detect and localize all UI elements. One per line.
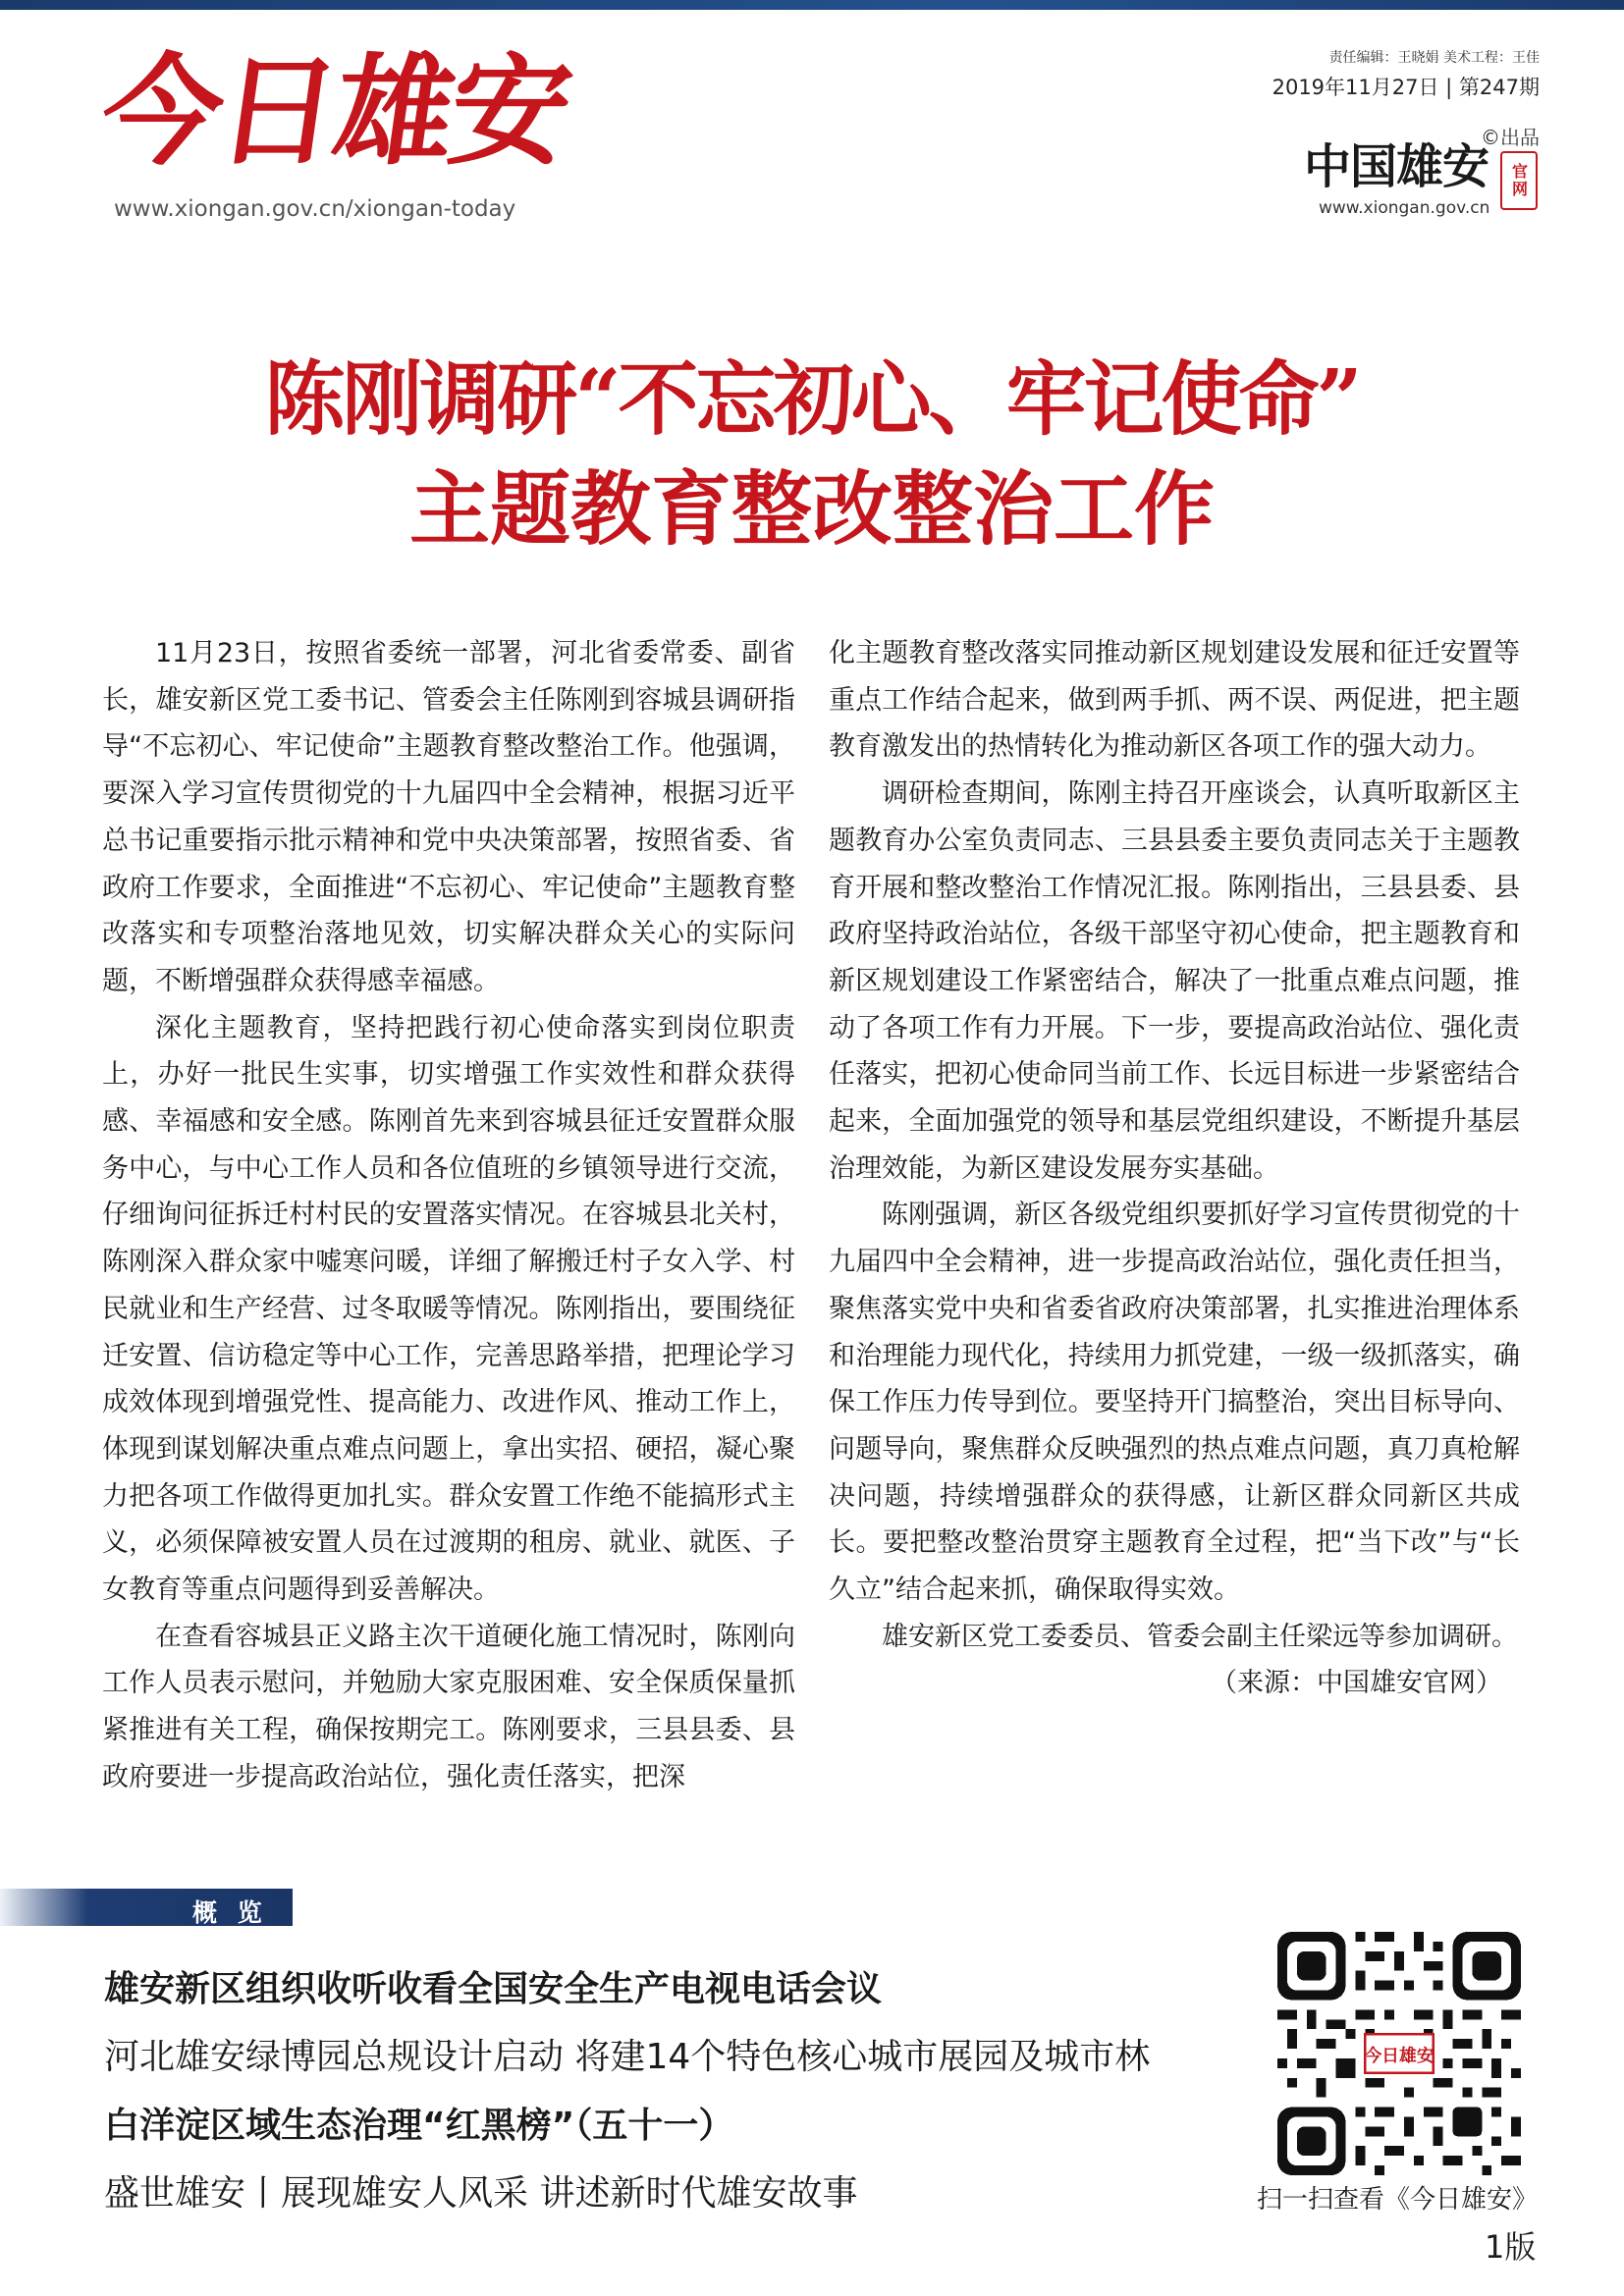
article-column-right: [829, 630, 1520, 1707]
headline-line-1: 陈刚调研“不忘初心、牢记使命”: [264, 352, 1360, 447]
qr-code-icon[interactable]: [1277, 1932, 1521, 2175]
article-paragraph: 陈刚强调，新区各级党组织要抓好学习宣传贯彻党的十九届四中全会精神，进一步提高政治站位，强化责任担当，聚焦落实党中央和省委省政府决策部署，扎实推进治理体系和治理能力现代化，持续用力抓党建，一级一级抓落实，确保工作压力传导到位。要坚持开门搞整治，突出目标导向、问题导向，聚焦群众反映强烈的热点难点问题，真刀真枪解决问题，持续增强群众的获得感，让新区群众同新区共成长。要把整改整治贯穿主题教育全过程，把“当下改”与“长久立”结合起来抓，确保取得实效。: [829, 1200, 1520, 1606]
article-column-left: [102, 630, 795, 1801]
overview-item[interactable]: 盛世雄安丨展现雄安人风采 讲述新时代雄安故事: [104, 2173, 858, 2214]
editor-credits: 责任编辑：王晓娟 美术工程：王佳: [1328, 50, 1540, 66]
masthead-url[interactable]: www.xiongan.gov.cn/xiongan-today: [114, 196, 516, 222]
page-number: 1版: [1485, 2228, 1537, 2266]
issue-dateline: 2019年11月27日 | 第247期: [1272, 76, 1540, 99]
article-paragraph: 在查看容城县正义路主次干道硬化施工情况时，陈刚向工作人员表示慰问，并勉励大家克服困难、安全保质保量抓紧推进有关工程，确保按期完工。陈刚要求，三县县委、县政府要进一步提高政治站位，强化责任落实，把深: [102, 1621, 795, 1792]
overview-item[interactable]: 雄安新区组织收听收看全国安全生产电视电话会议: [104, 1969, 883, 2009]
official-seal-icon: 官网: [1500, 151, 1538, 210]
top-color-bar: [0, 0, 1624, 10]
publisher-url[interactable]: www.xiongan.gov.cn: [1319, 198, 1490, 218]
publisher-label: ©出品: [1481, 126, 1540, 149]
qr-caption: 扫一扫查看《今日雄安》: [1257, 2185, 1539, 2215]
overview-item[interactable]: 白洋淀区域生态治理“红黑榜”（五十一）: [104, 2106, 734, 2146]
publisher-brand-logo: 中国雄安: [1304, 139, 1489, 194]
article-paragraph: 深化主题教育，坚持把践行初心使命落实到岗位职责上，办好一批民生实事，切实增强工作实效性和群众获得感、幸福感和安全感。陈刚首先来到容城县征迁安置群众服务中心，与中心工作人员和各位值班的乡镇领导进行交流，仔细询问征拆迁村村民的安置落实情况。在容城县北关村，陈刚深入群众家中嘘寒问暖，详细了解搬迁村子女入学、村民就业和生产经营、过冬取暖等情况。陈刚指出，要围绕征迁安置、信访稳定等中心工作，完善思路举措，把理论学习成效体现到增强党性、提高能力、改进作风、推动工作上，体现到谋划解决重点难点问题上，拿出实招、硬招，凝心聚力把各项工作做得更加扎实。群众安置工作绝不能搞形式主义，必须保障被安置人员在过渡期的租房、就业、就医、子女教育等重点问题得到妥善解决。: [102, 1012, 795, 1606]
headline-line-2: 主题教育整改整治工作: [408, 462, 1215, 557]
article-paragraph: 雄安新区党工委委员、管委会副主任梁远等参加调研。: [882, 1621, 1518, 1652]
article-paragraph: 调研检查期间，陈刚主持召开座谈会，认真听取新区主题教育办公室负责同志、三县县委主要负责同志关于主题教育开展和整改整治工作情况汇报。陈刚指出，三县县委、县政府坚持政治站位，各级干部坚守初心使命，把主题教育和新区规划建设工作紧密结合，解决了一批重点难点问题，推动了各项工作有力开展。下一步，要提高政治站位、强化责任落实，把初心使命同当前工作、长远目标进一步紧密结合起来，全面加强党的领导和基层党组织建设，不断提升基层治理效能，为新区建设发展夯实基础。: [829, 778, 1520, 1184]
overview-item[interactable]: 河北雄安绿博园总规设计启动 将建14个特色核心城市展园及城市林: [104, 2037, 1151, 2077]
overview-label: 概 览: [192, 1898, 268, 1927]
article-paragraph: 11月23日，按照省委统一部署，河北省委常委、副省长，雄安新区党工委书记、管委会主任陈刚到容城县调研指导“不忘初心、牢记使命”主题教育整改整治工作。他强调，要深入学习宣传贯彻党的十九届四中全会精神，根据习近平总书记重要指示批示精神和党中央决策部署，按照省委、省政府工作要求，全面推进“不忘初心、牢记使命”主题教育整改落实和专项整治落地见效，切实解决群众关心的实际问题，不断增强群众获得感幸福感。: [102, 638, 795, 996]
article-source: （来源：中国雄安官网）: [1211, 1668, 1502, 1699]
masthead-logo: 今日雄安: [92, 40, 577, 182]
article-paragraph-continued: 化主题教育整改落实同推动新区规划建设发展和征迁安置等重点工作结合起来，做到两手抓、两不误、两促进，把主题教育激发出的热情转化为推动新区各项工作的强大动力。: [829, 638, 1520, 763]
qr-center-label: 今日雄安: [1364, 2045, 1435, 2066]
